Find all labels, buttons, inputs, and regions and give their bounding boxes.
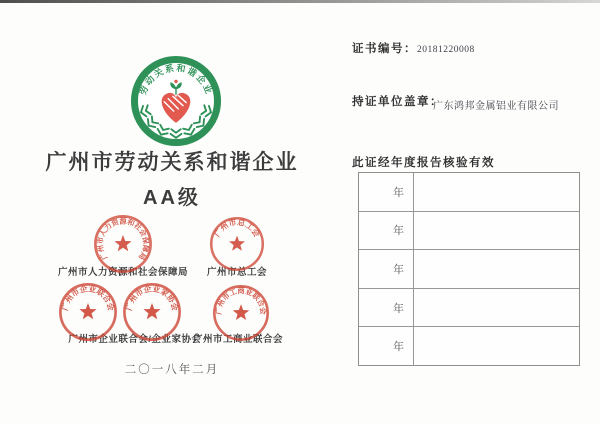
seal-text-industry-commerce: 广州市工商业联合会 <box>214 286 268 315</box>
scan-edge <box>0 0 600 3</box>
year-row <box>359 289 579 328</box>
year-cell-value <box>414 212 579 250</box>
seal-label-trade-unions: 广州市总工会 <box>206 267 267 278</box>
cert-number-value: 20181220008 <box>417 45 475 55</box>
year-cell-value <box>414 289 579 327</box>
emblem-ring-text: 劳动关系和谐企业 <box>137 62 215 97</box>
seal-star-icon <box>233 304 250 320</box>
annual-check-table <box>358 172 580 366</box>
year-row <box>359 250 579 289</box>
emblem-graphic <box>129 54 223 148</box>
seal-text-entrepreneurs-association: 广州市企业家协会 <box>124 284 180 312</box>
year-cell-label: 年 <box>359 250 414 288</box>
year-row <box>359 212 579 251</box>
seal-label-hrss-bureau: 广州市人力资源和社会保障局 <box>57 267 188 278</box>
certificate-title: 广州市劳动关系和谐企业 <box>45 151 299 174</box>
seal-star-icon <box>143 303 160 319</box>
year-cell-value <box>414 327 579 365</box>
year-row <box>359 173 579 212</box>
harmonious-enterprise-emblem <box>129 54 223 146</box>
year-cell-value <box>414 173 579 211</box>
seal-text-trade-unions: 广州市总工会 <box>212 217 262 239</box>
year-cell-label: 年 <box>359 173 414 211</box>
seal-entrepreneurs-association <box>122 282 182 342</box>
seal-text-enterprise-confederation: 广州市企业联合会 <box>60 284 116 312</box>
year-cell-label: 年 <box>359 212 414 250</box>
seal-star-icon <box>229 236 245 251</box>
seal-star-icon <box>114 235 131 251</box>
certificate-grade: AA级 <box>143 187 201 209</box>
annual-check-title: 此证经年度报告核验有效 <box>352 157 495 169</box>
seal-star-icon <box>79 303 96 319</box>
holder-unit-value: 广东鸿邦金属铝业有限公司 <box>433 101 559 112</box>
seal-label-enterprise-associations: 广州市企业联合会/企业家协会 <box>68 334 202 345</box>
holder-unit-label: 持证单位盖章： <box>352 96 443 108</box>
seal-label-industry-commerce: 广州市工商业联合会 <box>192 334 283 345</box>
seal-hrss-bureau <box>93 214 153 274</box>
seal-industry-commerce-federation <box>212 284 270 342</box>
svg-text:广州市总工会 <box>212 217 262 239</box>
year-row <box>359 327 579 365</box>
year-cell-value <box>414 250 579 288</box>
seal-text-hrss: 广州市人力资源和社会保障局 <box>95 216 151 262</box>
certificate-date: 二〇一八年二月 <box>124 364 220 376</box>
seal-federation-trade-unions <box>209 216 265 272</box>
year-cell-label: 年 <box>359 289 414 327</box>
year-cell-label: 年 <box>359 327 414 365</box>
cert-number-label: 证书编号： <box>352 43 417 55</box>
seal-enterprise-confederation <box>58 282 118 342</box>
